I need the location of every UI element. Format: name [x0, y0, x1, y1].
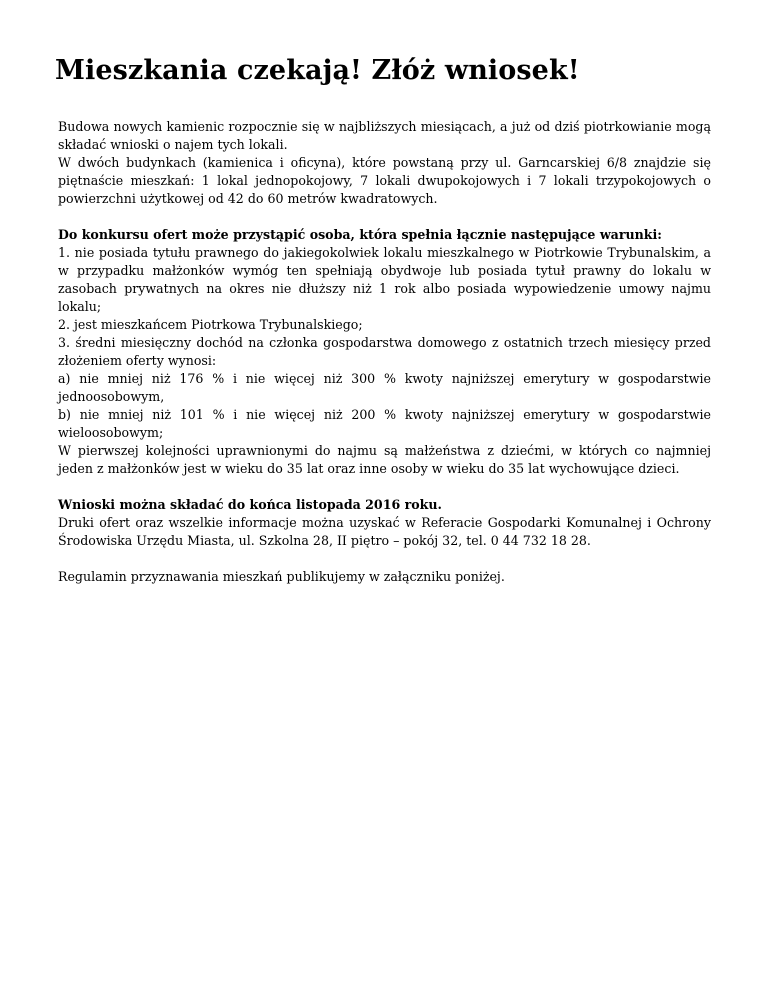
priority-note: W pierwszej kolejności uprawnionymi do najmu są małżeństwa z dziećmi, w których co najmniej jeden z małżonków jest w wieku do 35 lat oraz inne osoby w wieku do 35 lat wychowujące dzieci.: [58, 443, 711, 476]
conditions-section: [58, 226, 711, 478]
applications-section: [58, 496, 711, 550]
condition-item: 3. średni miesięczny dochód na członka gospodarstwa domowego z ostatnich trzech miesięcy przed złożeniem oferty wynosi:: [58, 335, 711, 368]
contact-info: Druki ofert oraz wszelkie informacje można uzyskać w Referacie Gospodarki Komunalnej i Ochrony Środowiska Urzędu Miasta, ul. Szkolna 28, II piętro – pokój 32, tel. 0 44 732 18 28.: [58, 515, 711, 548]
conditions-heading: Do konkursu ofert może przystąpić osoba, która spełnia łącznie następujące warunki:: [58, 227, 662, 242]
article: [55, 52, 711, 604]
condition-item: 1. nie posiada tytułu prawnego do jakiegokolwiek lokalu mieszkalnego w Piotrkowie Trybunalskim, a w przypadku małżonków wymóg ten spełniają obydwoje lub posiada tytuł prawny do lokalu w zasobach prywatnych na okres nie dłuższy niż 1 rok albo posiada wypowiedzenie umowy najmu lokalu;: [58, 245, 711, 314]
deadline-heading: Wnioski można składać do końca listopada 2016 roku.: [58, 497, 442, 512]
condition-item: 2. jest mieszkańcem Piotrkowa Trybunalskiego;: [58, 317, 363, 332]
attachment-note: Regulamin przyznawania mieszkań publikujemy w załączniku poniżej.: [58, 569, 505, 584]
condition-item: b) nie mniej niż 101 % i nie więcej niż 200 % kwoty najniższej emerytury w gospodarstwie wieloosobowym;: [58, 407, 711, 440]
intro-line: W dwóch budynkach (kamienica i oficyna), które powstaną przy ul. Garncarskiej 6/8 znajdzie się piętnaście mieszkań: 1 lokal jednopokojowy, 7 lokali dwupokojowych i 7 lokali trzypokojowych o powierzchni użytkowej od 42 do 60 metrów kwadratowych.: [58, 155, 711, 206]
page-title: Mieszkania czekają! Złóż wniosek!: [55, 55, 580, 86]
intro-paragraph: [58, 118, 711, 208]
intro-line: Budowa nowych kamienic rozpocznie się w najbliższych miesiącach, a już od dziś piotrkowianie mogą składać wnioski o najem tych lokali.: [58, 119, 711, 152]
condition-item: a) nie mniej niż 176 % i nie więcej niż 300 % kwoty najniższej emerytury w gospodarstwie jednoosobowym,: [58, 371, 711, 404]
